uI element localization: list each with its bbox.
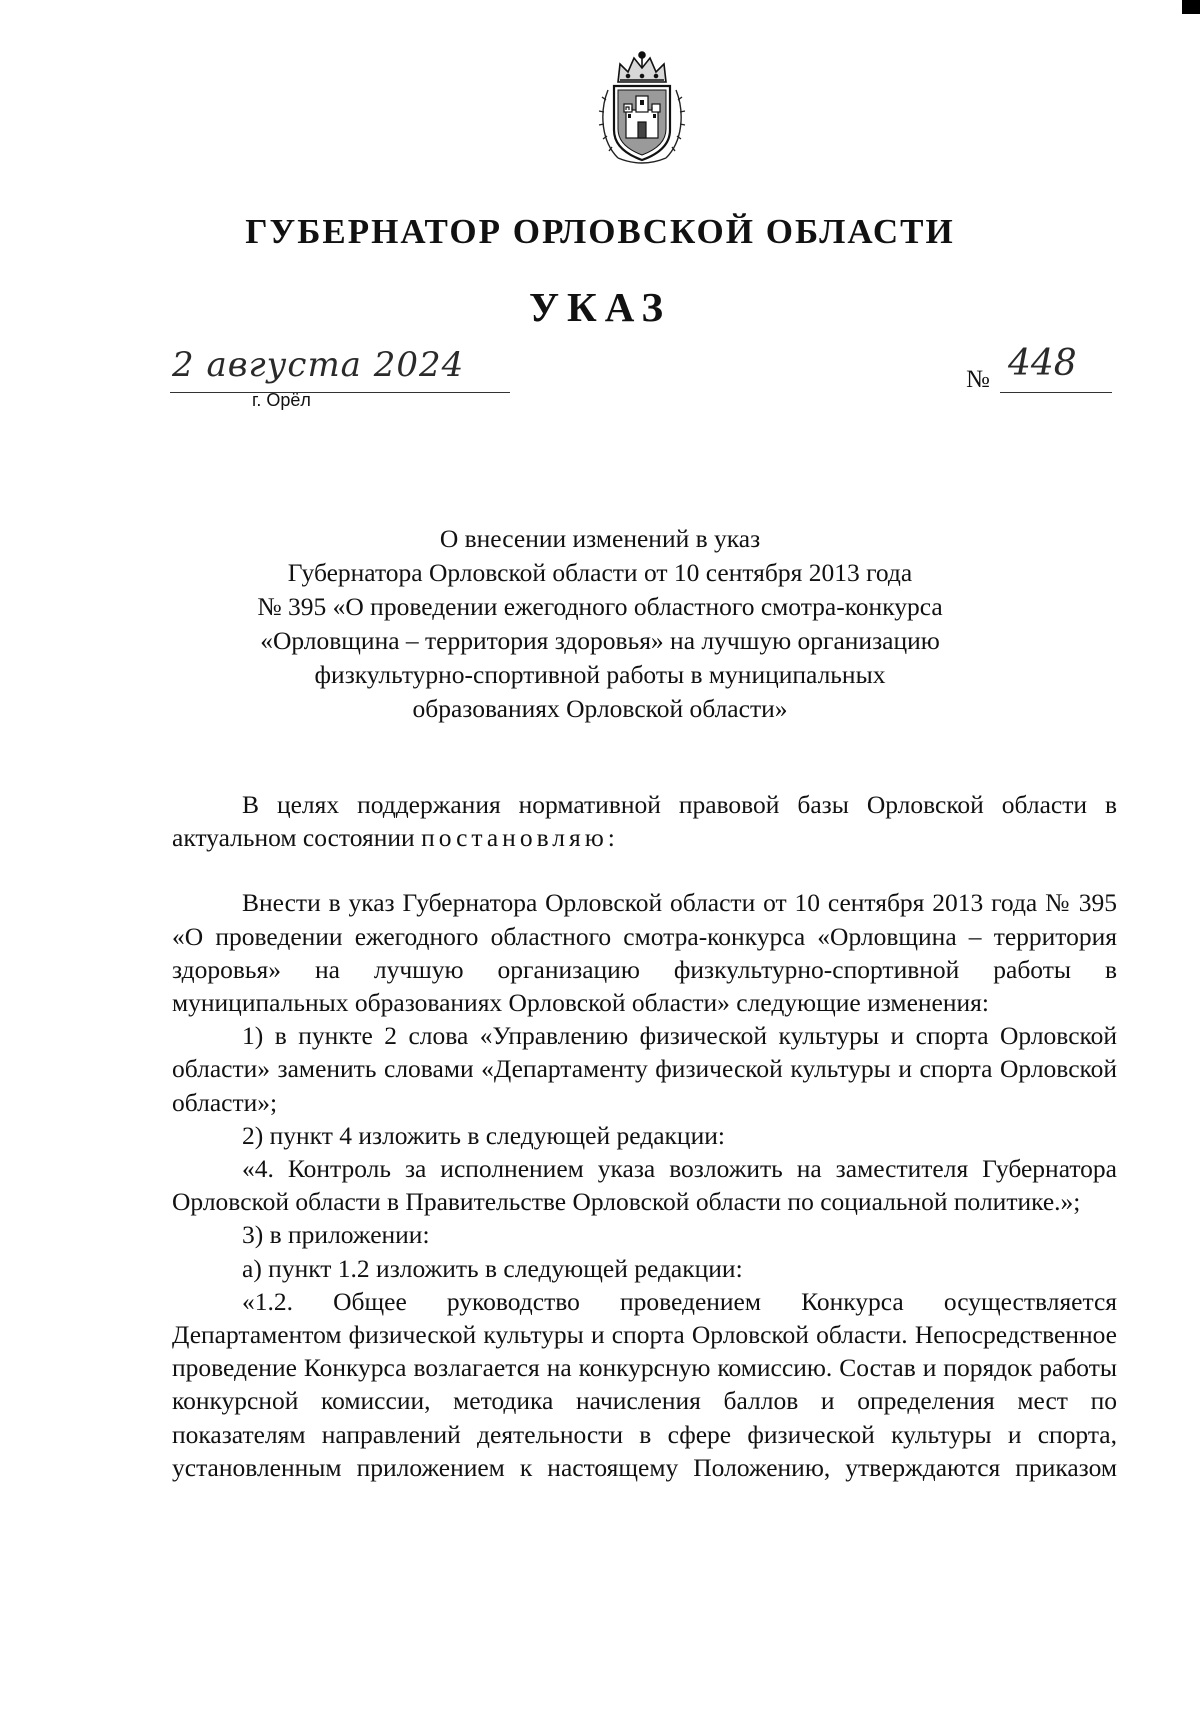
item-2: 2) пункт 4 изложить в следующей редакции: bbox=[242, 1120, 725, 1150]
resolve-colon: : bbox=[607, 823, 615, 853]
document-subject bbox=[0, 522, 1200, 726]
handwritten-date: 2 августа 2024 bbox=[172, 345, 465, 385]
issuing-authority: ГУБЕРНАТОР ОРЛОВСКОЙ ОБЛАСТИ bbox=[245, 212, 955, 251]
subject-line: Губернатора Орловской области от 10 сентября 2013 года bbox=[287, 558, 913, 587]
item-3a: а) пункт 1.2 изложить в следующей редакции: bbox=[242, 1253, 743, 1283]
document-body bbox=[172, 788, 1117, 1484]
resolve-word: постановляю bbox=[421, 823, 608, 853]
subject-line: физкультурно-спортивной работы в муниципальных bbox=[314, 660, 886, 689]
item-3: 3) в приложении: bbox=[242, 1220, 430, 1250]
subject-line: О внесении изменений в указ bbox=[439, 524, 761, 553]
subject-line: «Орловщина – территория здоровья» на лучшую организацию bbox=[260, 626, 940, 655]
date-underline bbox=[170, 392, 510, 393]
intro-paragraph: Внести в указ Губернатора Орловской области от 10 сентября 2013 года № 395 «О проведении ежегодного областного смотра-конкурса «Орловщина – территория здоровья» на лучшую организацию физкультурно-спортивной работы в муниципальных образованиях Орловской области» следующие изменения: bbox=[172, 888, 1117, 1018]
subject-line: № 395 «О проведении ежегодного областного смотра-конкурса bbox=[257, 592, 943, 621]
item-3a-text: «1.2. Общее руководство проведением Конкурса осуществляется Департаментом физической культуры и спорта Орловской области. Непосредственное проведение Конкурса возлагается на конкурсную комиссию. Состав и порядок работы конкурсной комиссии, методика начисления баллов и определения мест по показателям направлений деятельности в сфере физической культуры и спорта, установленным приложением к настоящему Положению, утверждаются приказом bbox=[172, 1286, 1117, 1482]
document-type: УКАЗ bbox=[528, 284, 672, 330]
preamble-text: В целях поддержания нормативной правовой базы Орловской области в актуальном состоянии bbox=[172, 790, 1117, 853]
subject-line: образованиях Орловской области» bbox=[412, 694, 788, 723]
item-2-text: «4. Контроль за исполнением указа возложить на заместителя Губернатора Орловской области в Правительстве Орловской области по социальной политике.»; bbox=[172, 1154, 1117, 1217]
number-label: № bbox=[966, 366, 990, 393]
coat-of-arms-icon bbox=[598, 50, 686, 170]
handwritten-number: 448 bbox=[1008, 343, 1077, 384]
number-underline bbox=[1000, 392, 1112, 393]
place-of-issue: г. Орёл bbox=[252, 390, 311, 410]
scan-corner-mark bbox=[1182, 0, 1200, 14]
preamble-paragraph bbox=[172, 788, 1117, 854]
item-1: 1) в пункте 2 слова «Управлению физической культуры и спорта Орловской области» заменить словами «Департаменту физической культуры и спорта Орловской области»; bbox=[172, 1021, 1117, 1117]
